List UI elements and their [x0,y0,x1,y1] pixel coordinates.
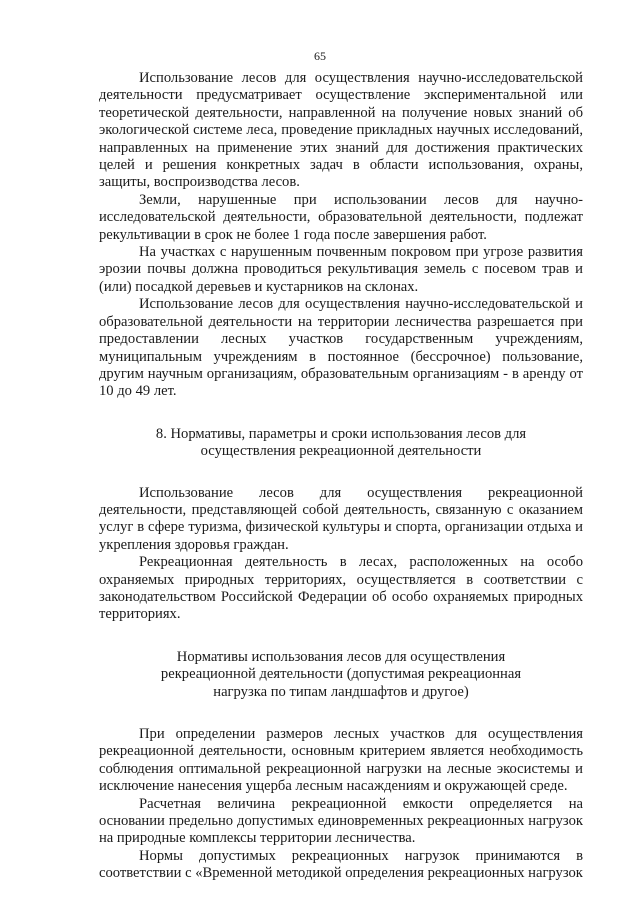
paragraph-protected-areas: Рекреационная деятельность в лесах, расположенных на особо охраняемых природных территориях, осуществляется в соответствии с законодательством Российской Федерации об особо охраняемых природных территориях. [99,554,583,623]
section-heading-line-2: осуществления рекреационной деятельности [200,443,482,460]
subsection-heading [99,649,583,701]
subsection-heading-line-2: рекреационной деятельности (допустимая рекреационная [160,666,522,683]
subsection-heading-line-1: Нормативы использования лесов для осуществления [176,648,506,665]
subsection-heading-line-3: нагрузка по типам ландшафтов и другое) [213,683,469,700]
paragraph-erosion-recultivation: На участках с нарушенным почвенным покровом при угрозе развития эрозии почвы должна проводиться рекультивация земель с посевом трав и (или) посадкой деревьев и кустарников на склонах. [99,244,583,295]
document-body [99,70,583,883]
paragraph-load-norms: Нормы допустимых рекреационных нагрузок принимаются в соответствии с «Временной методикой определения рекреационных нагрузок [99,847,583,882]
section-heading [99,426,583,461]
paragraph-research-permission: Использование лесов для осуществления научно-исследовательской и образовательной деятельности на территории лесничества разрешается при предоставлении лесных участков государственным учреждениям, муниципальным учреждениям в постоянное (бессрочное) пользование, другим научным организациям, образовательным организациям - в аренду от 10 до 49 лет. [99,296,583,400]
paragraph-land-recultivation: Земли, нарушенные при использовании лесов для научно-исследовательской деятельности, образовательной деятельности, подлежат рекультивации в срок не более 1 года после завершения работ. [99,191,583,243]
paragraph-plot-size-criteria: При определении размеров лесных участков для осуществления рекреационной деятельности, основным критерием является необходимость соблюдения оптимальной рекреационной нагрузки на лесные экосистемы и исключение нанесения ущерба лесным насаждениям и окружающей среде. [99,726,583,795]
section-heading-line-1: 8. Нормативы, параметры и сроки использования лесов для [155,425,527,442]
paragraph-recreation-use: Использование лесов для осуществления рекреационной деятельности, представляющей собой деятельность, связанную с оказанием услуг в сфере туризма, физической культуры и спорта, организации отдыха и укрепления здоровья граждан. [99,484,583,553]
paragraph-recreation-capacity: Расчетная величина рекреационной емкости определяется на основании предельно допустимых единовременных рекреационных нагрузок на природные комплексы территории лесничества. [99,795,583,847]
paragraph-research-use: Использование лесов для осуществления научно-исследовательской деятельности предусматривает осуществление экспериментальной или теоретической деятельности, направленной на получение новых знаний об экологической системе леса, проведение прикладных научных исследований, направленных на применение этих знаний для достижения практических целей и решения конкретных задач в области использования, охраны, защиты, воспроизводства лесов. [99,70,583,191]
page-number: 65 [314,49,326,63]
